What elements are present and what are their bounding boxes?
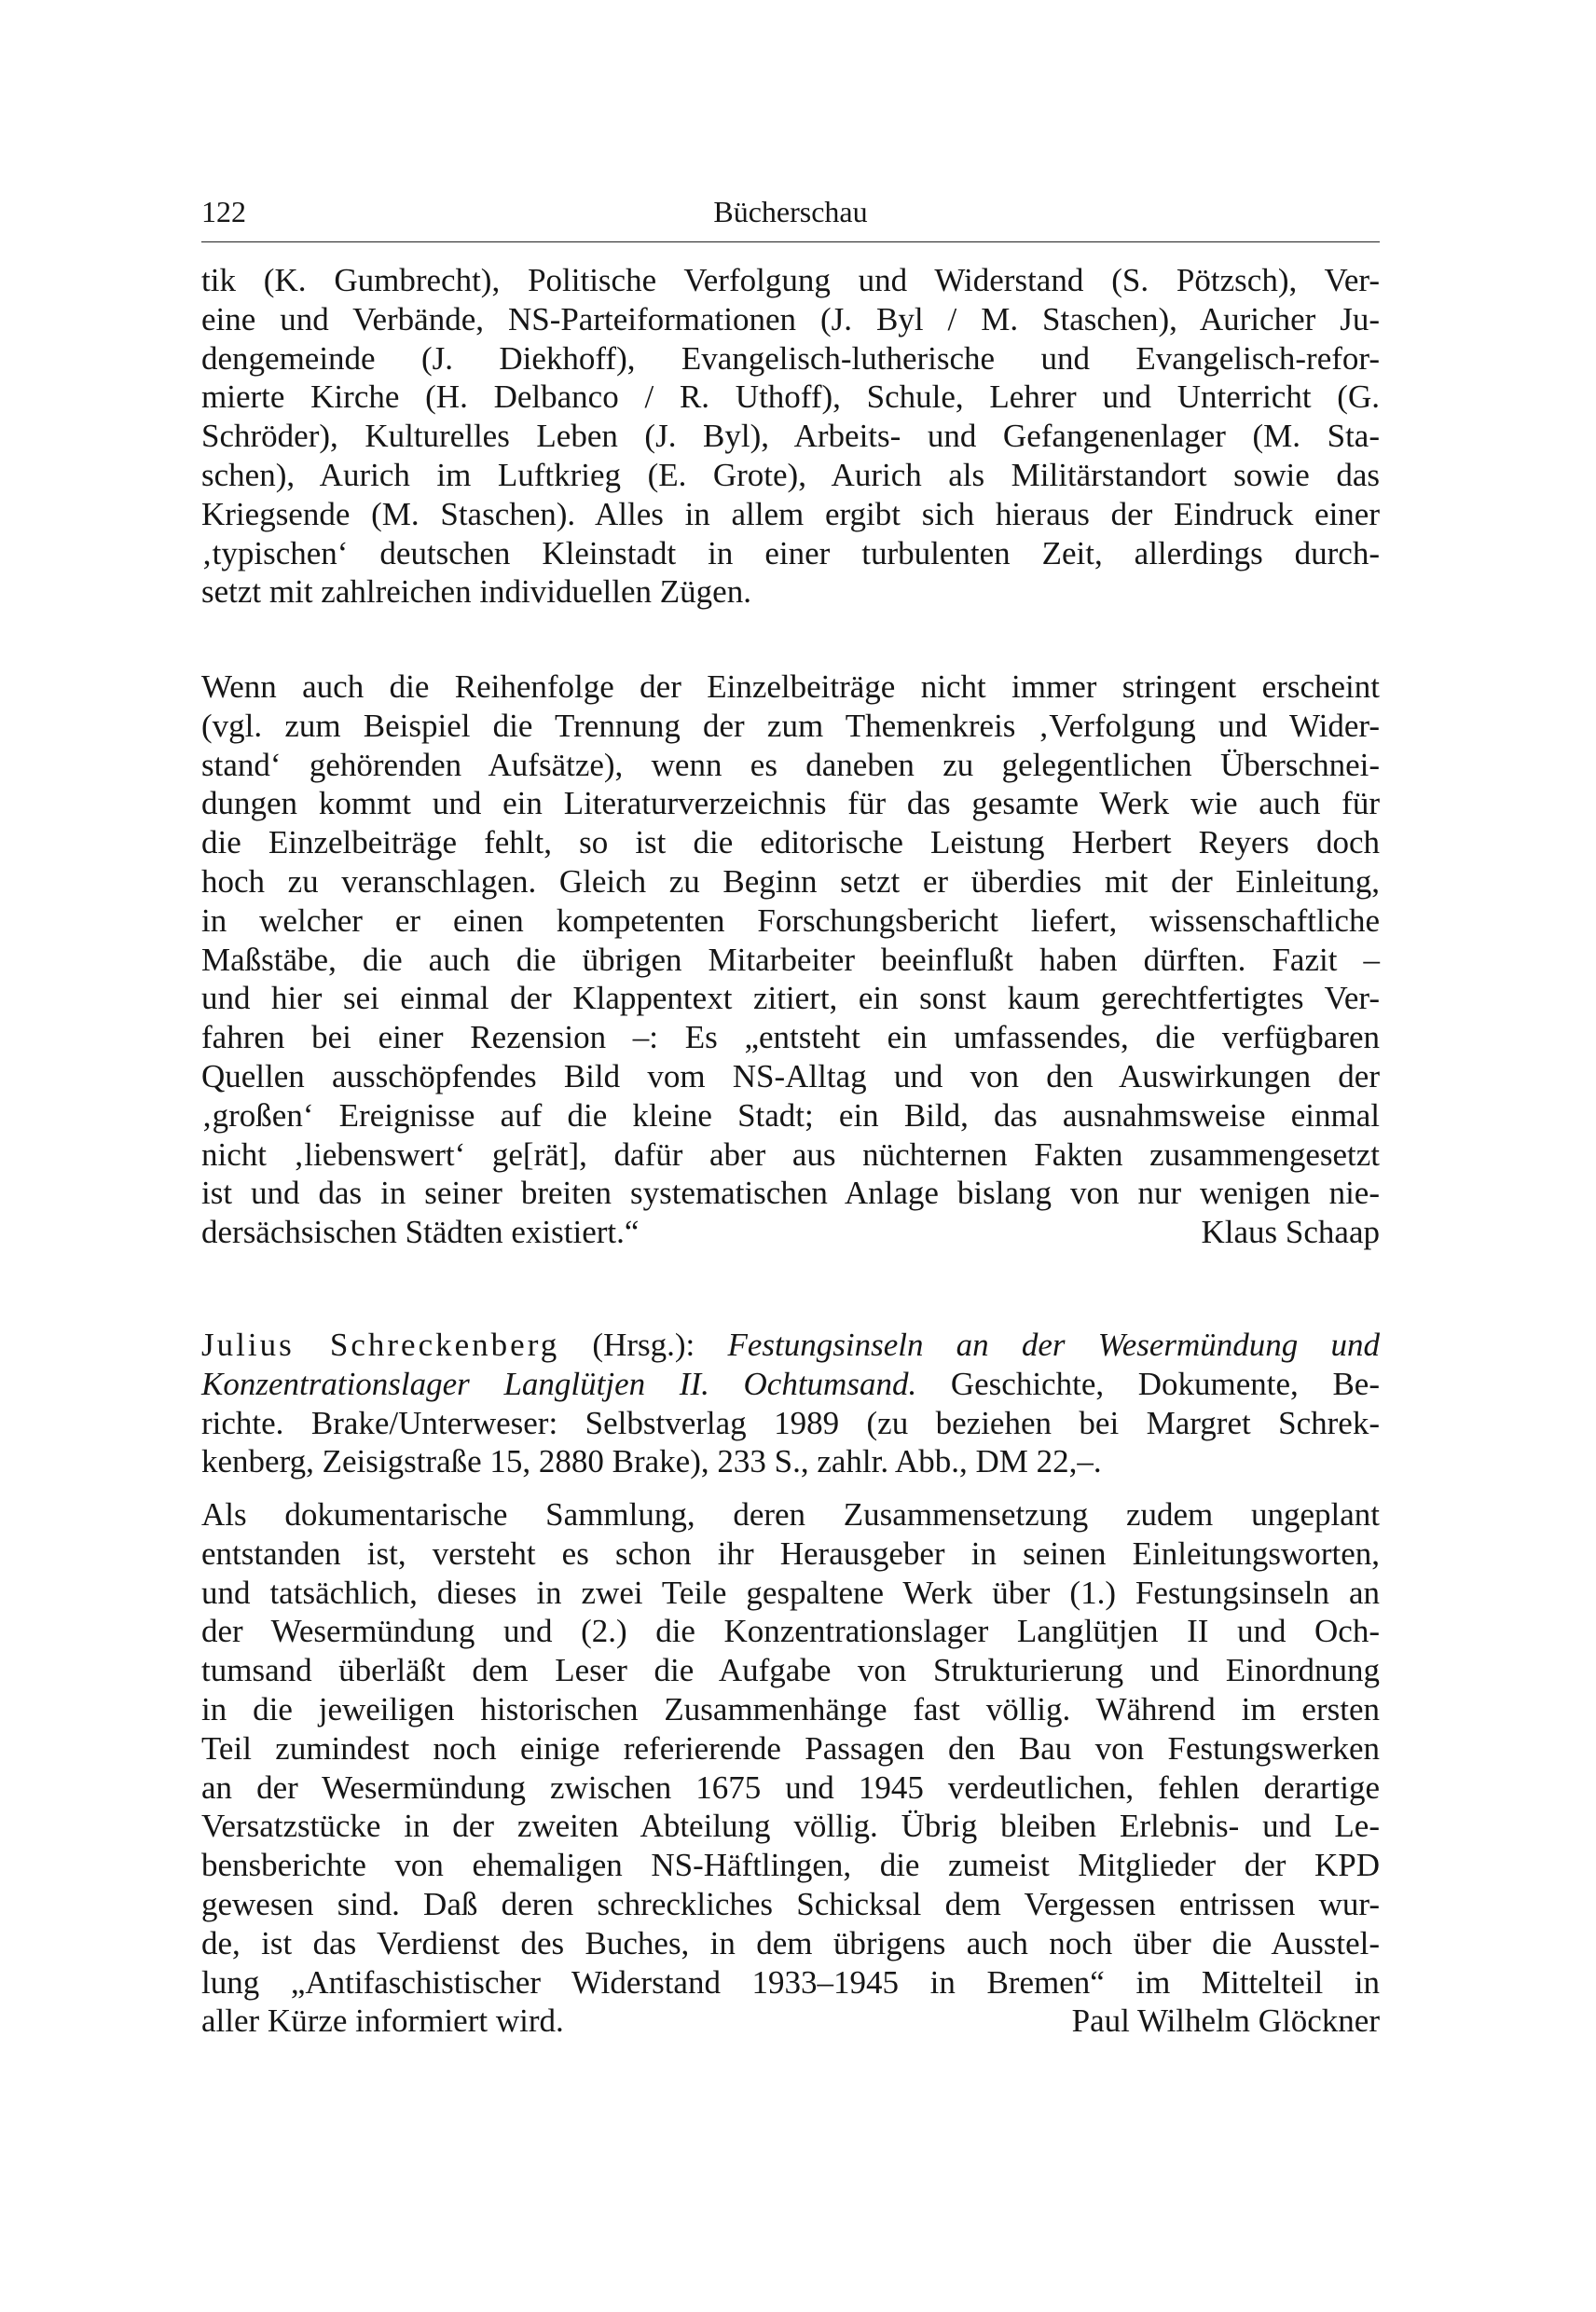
review1-paragraph-1 <box>201 261 1380 612</box>
running-title: Bücherschau <box>713 195 868 228</box>
reviewer-name: Paul Wilhelm Glöckner <box>1071 2002 1380 2040</box>
text-line: an der Wesermündung zwischen 1675 und 1945 verdeutlichen, fehlen derartige <box>201 1768 1380 1806</box>
page-number: 122 <box>201 195 246 228</box>
text-line: Quellen ausschöpfendes Bild vom NS-Alltag und von den Auswirkungen der <box>201 1057 1380 1094</box>
book-author: Julius Schreckenberg <box>201 1327 560 1363</box>
text-line: bensberichte von ehemaligen NS-Häftlingen, die zumeist Mitglieder der KPD <box>201 1847 1380 1884</box>
text-line: eine und Verbände, NS-Parteiformationen (J. Byl / M. Staschen), Auricher Ju- <box>201 300 1380 337</box>
text-line: tumsand überläßt dem Leser die Aufgabe von Strukturierung und Einordnung <box>201 1652 1380 1689</box>
text-line: Teil zumindest noch einige referierende Passagen den Bau von Festungswerken <box>201 1729 1380 1767</box>
text-line: mierte Kirche (H. Delbanco / R. Uthoff), Schule, Lehrer und Unterricht (G. <box>201 378 1380 416</box>
text-line: tik (K. Gumbrecht), Politische Verfolgung und Widerstand (S. Pötzsch), Ver- <box>201 262 1380 298</box>
text-line: Wenn auch die Reihenfolge der Einzelbeiträge nicht immer stringent erscheint <box>201 668 1380 705</box>
text-line: Schröder), Kulturelles Leben (J. Byl), Arbeits- und Gefangenenlager (M. Sta- <box>201 418 1380 455</box>
text-line: de, ist das Verdienst des Buches, in dem übrigens auch noch über die Ausstel- <box>201 1924 1380 1961</box>
book-subtitle: Geschichte, Dokumente, Be- <box>916 1365 1380 1402</box>
text-line: (vgl. zum Beispiel die Trennung der zum Themenkreis ‚Verfolgung und Wider- <box>201 707 1380 744</box>
text-line: hoch zu veranschlagen. Gleich zu Beginn setzt er überdies mit der Einleitung, <box>201 862 1380 900</box>
citation-line <box>201 1326 1380 1365</box>
text-line: schen), Aurich im Luftkrieg (E. Grote), Aurich als Militärstandort sowie das <box>201 456 1380 493</box>
page-header <box>201 191 1380 247</box>
text-line: ‚typischen‘ deutschen Kleinstadt in einer turbulenten Zeit, allerdings durch- <box>201 534 1380 571</box>
header-rule <box>201 241 1380 242</box>
book-title: Festungsinseln an der Wesermündung und <box>727 1327 1380 1363</box>
text-line: die Einzelbeiträge fehlt, so ist die editorische Leistung Herbert Reyers doch <box>201 824 1380 861</box>
text-line: Maßstäbe, die auch die übrigen Mitarbeiter beeinflußt haben dürften. Fazit – <box>201 941 1380 978</box>
text-line: dengemeinde (J. Diekhoff), Evangelisch-lutherische und Evangelisch-refor- <box>201 339 1380 377</box>
text-line: dungen kommt und ein Literaturverzeichnis für das gesamte Werk wie auch für <box>201 785 1380 822</box>
text-line: Als dokumentarische Sammlung, deren Zusammensetzung zudem ungeplant <box>201 1496 1380 1533</box>
text-line: setzt mit zahlreichen individuellen Zügen. <box>201 573 751 611</box>
text-line: entstanden ist, versteht es schon ihr Herausgeber in seinen Einleitungsworten, <box>201 1534 1380 1572</box>
review1-paragraph-2 <box>201 667 1380 1252</box>
text-line: und hier sei einmal der Klappentext zitiert, ein sonst kaum gerechtfertigtes Ver- <box>201 980 1380 1017</box>
text-line: Kriegsende (M. Staschen). Alles in allem ergibt sich hieraus der Eindruck einer <box>201 495 1380 532</box>
reviewer-name: Klaus Schaap <box>1201 1214 1380 1251</box>
signature-line <box>201 1213 1380 1252</box>
text-line: fahren bei einer Rezension –: Es „entsteht ein umfassendes, die verfügbaren <box>201 1019 1380 1056</box>
text-line: dersächsischen Städten existiert.“ <box>201 1214 640 1251</box>
text-line: ‚großen‘ Ereignisse auf die kleine Stadt; ein Bild, das ausnahmsweise einmal <box>201 1096 1380 1134</box>
citation-line: kenberg, Zeisigstraße 15, 2880 Brake), 233 S., zahlr. Abb., DM 22,–. <box>201 1443 1102 1480</box>
text-line: und tatsächlich, dieses in zwei Teile gespaltene Werk über (1.) Festungsinseln an <box>201 1574 1380 1611</box>
text-line: lung „Antifaschistischer Widerstand 1933–1945 in Bremen“ im Mittelteil in <box>201 1963 1380 2001</box>
text-line: ist und das in seiner breiten systematischen Anlage bislang von nur wenigen nie- <box>201 1175 1380 1212</box>
text-line: stand‘ gehörenden Aufsätze), wenn es daneben zu gelegentlichen Überschnei- <box>201 746 1380 783</box>
text-line: aller Kürze informiert wird. <box>201 2002 564 2040</box>
book-title: Konzentrationslager Langlütjen II. Ochtumsand. <box>201 1365 917 1402</box>
citation-line: richte. Brake/Unterweser: Selbstverlag 1989 (zu beziehen bei Margret Schrek- <box>201 1404 1380 1441</box>
text-line: in die jeweiligen historischen Zusammenhänge fast völlig. Während im ersten <box>201 1690 1380 1727</box>
signature-line <box>201 2002 1380 2041</box>
citation-line <box>201 1365 1380 1404</box>
review2-citation <box>201 1326 1380 1481</box>
editor-note: (Hrsg.): <box>559 1327 728 1363</box>
text-line: Versatzstücke in der zweiten Abteilung völlig. Übrig bleiben Erlebnis- und Le- <box>201 1808 1380 1845</box>
text-line: gewesen sind. Daß deren schreckliches Schicksal dem Vergessen entrissen wur- <box>201 1885 1380 1922</box>
review2-body <box>201 1495 1380 2041</box>
text-line: nicht ‚liebenswert‘ ge[rät], dafür aber aus nüchternen Fakten zusammengesetzt <box>201 1135 1380 1173</box>
text-line: in welcher er einen kompetenten Forschungsbericht liefert, wissenschaftliche <box>201 901 1380 939</box>
text-line: der Wesermündung und (2.) die Konzentrationslager Langlütjen II und Och- <box>201 1613 1380 1650</box>
